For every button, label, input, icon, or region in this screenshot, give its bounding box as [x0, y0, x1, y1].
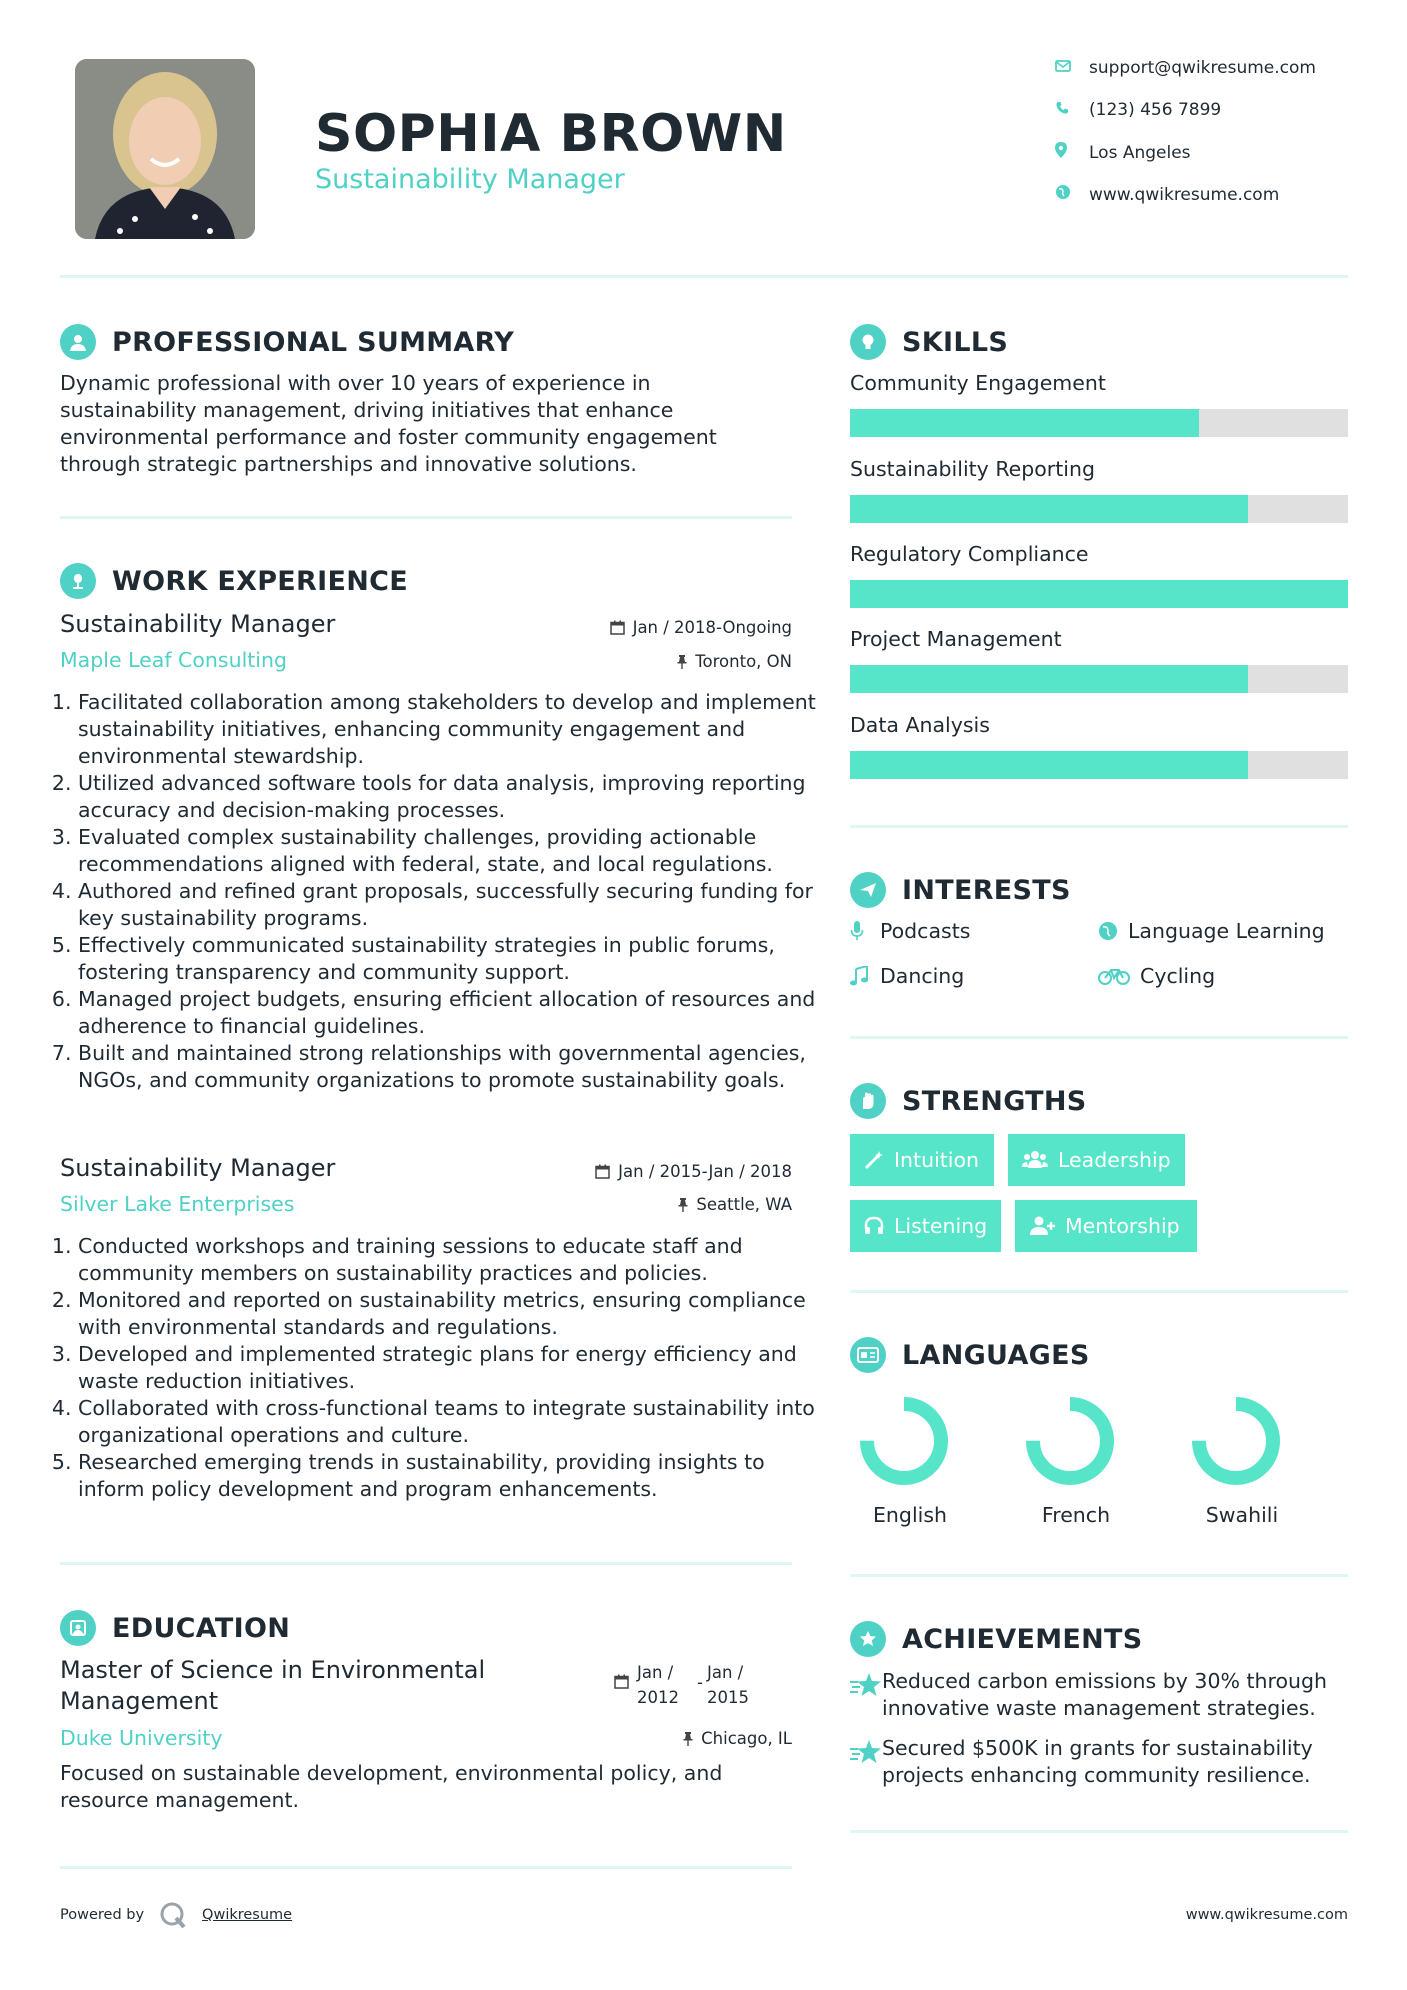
powered-by-text: Powered by: [60, 1907, 145, 1923]
footer-website[interactable]: www.qwikresume.com: [1185, 1907, 1348, 1923]
user-plus-icon: [1029, 1216, 1055, 1236]
contact-email-text: support@qwikresume.com: [1089, 58, 1316, 78]
strength-tag: [850, 1134, 994, 1186]
skill-bar-track: [850, 495, 1348, 523]
avatar: [75, 59, 255, 239]
strengths-divider: [850, 1290, 1348, 1293]
language-ring-arc: [867, 1404, 941, 1478]
globe-icon: [1055, 184, 1089, 205]
strength-label: Mentorship: [1065, 1214, 1180, 1238]
job-1-dates-text: Jan / 2018-Ongoing: [632, 618, 792, 637]
skill-name: Regulatory Compliance: [850, 542, 1089, 566]
skill-bar-fill: [850, 580, 1348, 608]
strengths-section-header: [850, 1083, 1087, 1119]
qwikresume-logo-icon: [158, 1900, 188, 1930]
contact-phone-text: (123) 456 7899: [1089, 100, 1222, 120]
skill-bar-fill: [850, 409, 1199, 437]
languages-rings: [850, 1385, 1348, 1505]
education-start: Jan / 2012: [637, 1663, 679, 1707]
job-1-title: Sustainability Manager: [60, 610, 336, 638]
pushpin-icon: [683, 1732, 693, 1746]
star-icon: [850, 1668, 882, 1698]
summary-section-header: [60, 324, 514, 360]
list-item: 5. Effectively communicated sustainability strategies in public forums, fostering transparency and community support.: [78, 932, 818, 986]
achievement-text: Reduced carbon emissions by 30% through innovative waste management strategies.: [882, 1669, 1328, 1720]
footer-powered-by: [60, 1900, 292, 1930]
skill-bar-fill: [850, 495, 1248, 523]
list-item: 2. Monitored and reported on sustainability metrics, ensuring compliance with environmental standards and regulations.: [78, 1287, 818, 1341]
summary-heading: PROFESSIONAL SUMMARY: [112, 326, 515, 358]
magic-wand-icon: [864, 1150, 884, 1170]
bicycle-icon: [1098, 967, 1140, 985]
summary-text: Dynamic professional with over 10 years of experience in sustainability management, driving initiatives that enhance environmental performance and foster community engagement through strategic partnerships and innovative solutions.: [60, 371, 717, 476]
users-icon: [1022, 1150, 1048, 1170]
hand-icon: [850, 1083, 886, 1119]
job-1-dates: [610, 618, 792, 637]
contact-email[interactable]: [1055, 58, 1316, 78]
location-pin-icon: [1055, 142, 1089, 163]
job-2-company: Silver Lake Enterprises: [60, 1192, 295, 1216]
pushpin-icon: [678, 1198, 688, 1212]
achievement-text: Secured $500K in grants for sustainability projects enhancing community resilience.: [882, 1736, 1313, 1787]
skill-bar-fill: [850, 751, 1248, 779]
interest-label: Dancing: [880, 964, 965, 988]
languages-heading: LANGUAGES: [902, 1339, 1090, 1371]
language-name: Swahili: [1205, 1503, 1279, 1527]
education-section-header: [60, 1610, 290, 1646]
job-2-dates: [595, 1162, 792, 1181]
skill-name: Project Management: [850, 627, 1062, 651]
job-2-location: [678, 1195, 792, 1214]
interest-label: Cycling: [1140, 964, 1216, 988]
list-item: 4. Collaborated with cross-functional teams to integrate sustainability into organizational operations and culture.: [78, 1395, 818, 1449]
achievements-divider: [850, 1830, 1348, 1833]
calendar-icon: [610, 620, 625, 635]
phone-icon: [1055, 100, 1089, 120]
job-1-bullets: [60, 689, 818, 1094]
star-icon: [850, 1735, 882, 1765]
paper-plane-icon: [850, 872, 886, 908]
achievement-item: [850, 1668, 1350, 1722]
education-school: Duke University: [60, 1726, 223, 1750]
education-description: Focused on sustainable development, environmental policy, and resource management.: [60, 1761, 723, 1812]
list-item: 6. Managed project budgets, ensuring efficient allocation of resources and adherence to financial guidelines.: [78, 986, 818, 1040]
skills-heading: SKILLS: [902, 326, 1009, 358]
work-section-header: [60, 563, 408, 599]
job-2-location-text: Seattle, WA: [696, 1195, 792, 1214]
language-ring-swahili: [1199, 1404, 1273, 1478]
contact-website-text: www.qwikresume.com: [1089, 184, 1280, 205]
strength-label: Leadership: [1058, 1148, 1171, 1172]
language-name: French: [1041, 1503, 1111, 1527]
languages-divider: [850, 1574, 1348, 1577]
globe-icon: [1098, 921, 1128, 941]
education-location: [683, 1729, 792, 1748]
list-item: 5. Researched emerging trends in sustainability, providing insights to inform policy development and program enhancements.: [78, 1449, 818, 1503]
interest-item: [1098, 964, 1215, 988]
language-ring-english: [867, 1404, 941, 1478]
achievements-heading: ACHIEVEMENTS: [902, 1623, 1143, 1655]
headphones-icon: [864, 1216, 884, 1236]
job-1-company: Maple Leaf Consulting: [60, 648, 288, 672]
achievement-item: [850, 1735, 1350, 1789]
candidate-title: Sustainability Manager: [315, 164, 625, 195]
skills-section-header: [850, 324, 1008, 360]
work-heading: WORK EXPERIENCE: [112, 565, 408, 597]
language-name: English: [872, 1503, 948, 1527]
qwikresume-link[interactable]: Qwikresume: [202, 1907, 293, 1923]
summary-divider: [60, 516, 792, 519]
list-item: 1. Facilitated collaboration among stakeholders to develop and implement sustainability initiatives, enhancing community engagement and environmental stewardship.: [78, 689, 818, 770]
interest-item: [850, 919, 970, 943]
user-icon: [60, 324, 96, 360]
contact-location-text: Los Angeles: [1089, 142, 1191, 163]
education-dates: [614, 1660, 767, 1710]
skill-bar-fill: [850, 665, 1248, 693]
calendar-icon: [595, 1164, 610, 1179]
strength-tag: [1008, 1134, 1185, 1186]
job-2-dates-text: Jan / 2015-Jan / 2018: [618, 1162, 792, 1181]
strength-label: Listening: [894, 1214, 988, 1238]
interests-divider: [850, 1036, 1348, 1039]
graduation-icon: [60, 1610, 96, 1646]
strength-tag: [850, 1200, 1001, 1252]
list-item: 2. Utilized advanced software tools for data analysis, improving reporting accuracy and decision-making processes.: [78, 770, 818, 824]
list-item: 3. Evaluated complex sustainability challenges, providing actionable recommendations aligned with federal, state, and local regulations.: [78, 824, 818, 878]
interest-item: [850, 964, 964, 988]
education-end: Jan / 2015: [707, 1663, 749, 1707]
strength-tag: [1015, 1200, 1197, 1252]
list-item: 4. Authored and refined grant proposals, successfully securing funding for key sustainability programs.: [78, 878, 818, 932]
language-ring-french: [1033, 1404, 1107, 1478]
list-item: 1. Conducted workshops and training sessions to educate staff and community members on sustainability practices and policies.: [78, 1233, 818, 1287]
skill-bar-track: [850, 409, 1348, 437]
language-ring-arc: [1199, 1404, 1273, 1478]
language-ring-arc: [1033, 1404, 1107, 1478]
interest-label: Podcasts: [880, 919, 971, 943]
contact-location: [1055, 142, 1191, 163]
list-item: 7. Built and maintained strong relationships with governmental agencies, NGOs, and community organizations to promote sustainability goals.: [78, 1040, 818, 1094]
skill-name: Sustainability Reporting: [850, 457, 1095, 481]
achievements-section-header: [850, 1621, 1143, 1657]
interests-heading: INTERESTS: [902, 874, 1071, 906]
pushpin-icon: [677, 655, 687, 669]
job-1-location-text: Toronto, ON: [695, 652, 792, 671]
education-degree: Master of Science in Environmental Management: [60, 1656, 486, 1715]
languages-section-header: [850, 1337, 1090, 1373]
contact-phone[interactable]: [1055, 100, 1221, 120]
education-divider: [60, 1866, 792, 1869]
skill-name: Data Analysis: [850, 713, 990, 737]
contact-website[interactable]: [1055, 184, 1279, 205]
briefcase-icon: [60, 563, 96, 599]
interests-section-header: [850, 872, 1071, 908]
trophy-icon: [850, 1621, 886, 1657]
music-note-icon: [850, 966, 880, 986]
skills-divider: [850, 825, 1348, 828]
interest-item: [1098, 919, 1325, 943]
candidate-name: SOPHIA BROWN: [315, 104, 787, 164]
skill-name: Community Engagement: [850, 371, 1106, 395]
skill-bar-track: [850, 580, 1348, 608]
work-divider: [60, 1562, 792, 1565]
skill-bar-track: [850, 665, 1348, 693]
strength-label: Intuition: [894, 1148, 980, 1172]
lightbulb-icon: [850, 324, 886, 360]
education-location-text: Chicago, IL: [701, 1729, 792, 1748]
job-2-bullets: [60, 1233, 818, 1503]
skill-bar-track: [850, 751, 1348, 779]
job-2-title: Sustainability Manager: [60, 1154, 336, 1182]
profile-photo: [75, 59, 255, 239]
job-1-location: [677, 652, 792, 671]
header-divider: [60, 275, 1348, 278]
strengths-heading: STRENGTHS: [902, 1085, 1087, 1117]
interest-label: Language Learning: [1128, 919, 1325, 943]
education-heading: EDUCATION: [112, 1612, 291, 1644]
education-date-separator: -: [697, 1673, 703, 1692]
language-icon: [850, 1337, 886, 1373]
list-item: 3. Developed and implemented strategic plans for energy efficiency and waste reduction initiatives.: [78, 1341, 818, 1395]
email-icon: [1055, 58, 1089, 78]
microphone-icon: [850, 921, 880, 941]
calendar-icon: [614, 1674, 629, 1689]
